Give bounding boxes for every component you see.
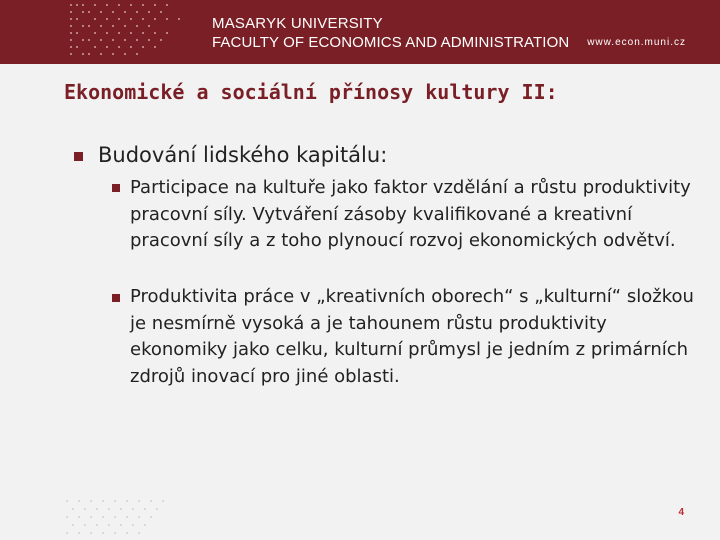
bullet-square-icon [112, 184, 120, 192]
university-pattern-icon [66, 2, 194, 62]
header-bar [0, 0, 720, 64]
sub-bullet-1-text: Participace na kultuře jako faktor vzdělání a růstu produktivity pracovní síly. Vytváření zásoby kvalifikované a kreativní pracovní síly a z toho plynoucí rozvoj ekonomických odvětví. [130, 177, 691, 251]
slide-title: Ekonomické a sociální přínosy kultury II: [64, 80, 558, 104]
faculty-name: FACULTY OF ECONOMICS AND ADMINISTRATION [212, 34, 570, 51]
footer-pattern-icon [60, 496, 200, 540]
bullet-level1-text: Budování lidského kapitálu: [98, 143, 388, 167]
sub-bullet-2-text: Produktivita práce v „kreativních oborech“ s „kulturní“ složkou je nesmírně vysoká a je tahounem růstu produktivity ekonomiky jako celku, kulturní průmysl je jedním z primárních zdrojů inovací pro jiné oblasti. [130, 286, 694, 387]
bullet-square-icon [112, 294, 120, 302]
university-name: MASARYK UNIVERSITY [212, 15, 383, 32]
page-number: 4 [678, 507, 684, 518]
website-url[interactable]: www.econ.muni.cz [587, 37, 686, 48]
bullet-square-icon [74, 152, 83, 161]
